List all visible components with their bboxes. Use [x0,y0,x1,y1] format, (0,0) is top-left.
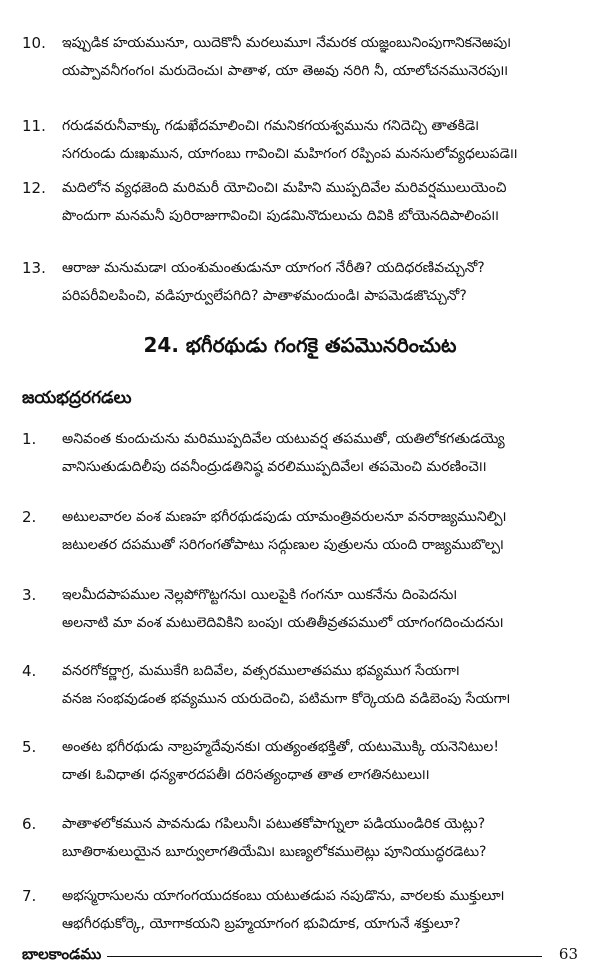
verse-line: మదిలోన వ్యధజెంది మరిమరీ యోచించి౹ మహిని ముప్పదివేల మరివర్షములుయెంచి [62,180,507,196]
verse-number: 11. [22,117,46,135]
verse-line: బూతిరాశులుయైన బూర్వులాగతియేమి౹ బుణ్యలోకములెట్లు పూనియుద్ధరడెటు? [62,844,487,860]
verse [22,503,582,559]
verse-number: 5. [22,738,37,756]
section-heading: 24. భగీరథుడు గంగకై తపమొనరించుట [143,333,457,357]
verse-line: అభస్మరాసులను యాగంగయుదకంబు యటుతడుప నపుడొను, వారలకు ముక్తులూ౹ [62,888,505,904]
verse-line: యప్పావనీగంగం౹ మరుదెంచు౹ పాతాళ, యా తెఱవు నరిగి నీ, యాలోచనమునెరపు౹౹ [62,63,509,79]
verse-line: ఆభగీరథుకోర్కె, యోగాకయని బ్రహ్మయాగంగ భువిదూక, యాగునే శక్తులూ? [62,916,461,932]
verse-line: అటులవారల వంశ మణహ భగీరథుడపుడు యామంత్రివరులనూ వనరాజ్యమునిల్పి౹ [62,509,507,525]
page-number: 63 [553,945,578,963]
verse-line: వనరగోకర్ణాగ్ర, మముకేగి బదివేల, వత్సరములాతపము భవ్యముగ సేయగా౹ [62,663,460,679]
verse [22,112,582,168]
verse-line: ఆరాజు మనుమడా౹ యంశుమంతుడునూ యాగంగ నేరీతి? యదిధరణివచ్చునో? [62,260,485,276]
verse-line: వానిసుతుడుదిలీపు దవనీంద్రుడతినిష్ఠ వరలిముప్పదివేల౹ తపమెంచి మరణించె౹౹ [62,459,487,475]
verse [22,425,582,481]
verse [22,657,582,713]
verse-line: పరిపరీవిలపించి, వడిపూర్వులేపగిది? పాతాళమందుండి౹ పాపమెడజొచ్చునో? [62,288,467,304]
verse-number: 3. [22,586,37,604]
verse-line: దాత౹ ఓవిధాత౹ ధన్యశారదపతీ౹ దరిసత్యంధాత తాత లాగతినటులు౹౹ [62,767,430,783]
verse-line: జటులతర దపముతో సరిగంగతోపాటు సద్గుణుల పుత్రులను యంది రాజ్యముబొల్ప౹ [62,537,504,553]
verse [22,733,582,789]
verse-line: ఇలమీదపాపముల నెల్లపోగొట్టగను౹ యిలపైకి గంగనూ యికనేను దింపెదను౹ [62,587,458,603]
verse-number: 4. [22,662,37,680]
verse-line: వనజ సంభవుడంత భవ్యమున యరుదెంచి, పటిమగా కోర్కెయది వడిబెంపు సేయగా౹ [62,691,511,707]
verse-line: సగరుండు దుఃఖమున, యాగంబు గావించి౹ మహిగంగ రప్పింప మనసులోవ్యధలుపడె౹౹ [62,146,518,162]
page-footer [22,945,578,967]
running-title: బాలకాండము [22,945,107,967]
verse-line: అంతట భగీరథుడు నాబ్రహ్మదేవునకు౹ యత్యంతభక్తితో, యటుమొక్కి యనెనిటుల! [62,739,499,755]
verse-line: ఇప్పుడిక హయమునూ, యిదెకొనీ మరలుమూ౹ నేమరక యజ్ఞంబునింపుగానికనెఱపు౹ [62,35,512,51]
verse-number: 12. [22,179,46,197]
verse [22,254,582,310]
verse-line: పాతాళలోకమున పావనుడు గపిలునీ౹ పటుతకోపాగ్నులా పడియుండిరిక యెట్లు? [62,816,486,832]
verse [22,174,582,230]
verse [22,581,582,637]
verse-number: 7. [22,887,37,905]
verse-line: గరుడవరునీవాక్కు గడుఖేదమాలించి౹ గమనికగయశ్వమును గనిదెచ్చి తాతకిడె౹ [62,118,480,134]
verse-line: పొందుగా మనమనీ పురిరాజుగావించి౹ పుడమినొదులుచు దివికి బోయెనదిపాలింప౹౹ [62,208,499,224]
verse-number: 2. [22,508,37,526]
meter-subheading: జయభద్రరగడలు [22,388,132,408]
verse [22,810,582,866]
verse-number: 10. [22,34,46,52]
verse-line: అనివంత కుందుచును మరిముప్పదివేల యటువర్ష తపముతో, యతిలోకగతుడయ్యె [62,431,505,447]
verse [22,882,582,938]
verse [22,29,582,85]
verse-number: 1. [22,430,37,448]
verse-number: 6. [22,815,37,833]
verse-line: అలనాటి మా వంశ మటులెదివికిని బంపు౹ యతితీవ్రతపములో యాగంగదించుదను౹ [62,615,504,631]
verse-number: 13. [22,259,46,277]
